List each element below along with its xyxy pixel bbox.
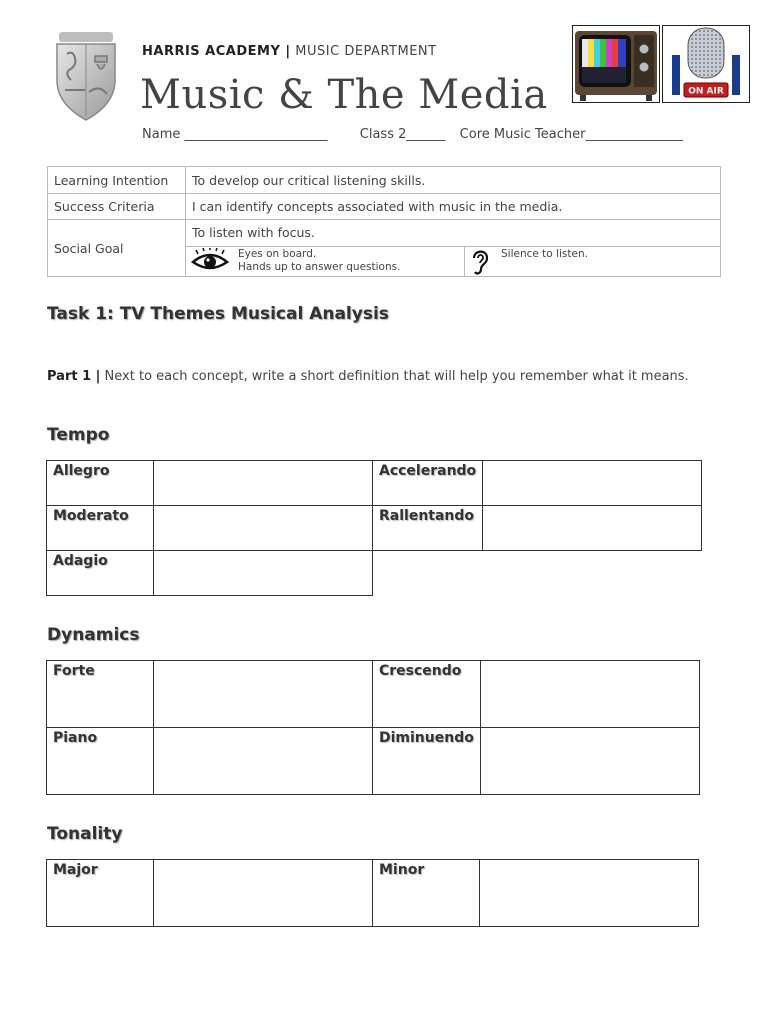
- on-air-label: ON AIR: [688, 86, 724, 97]
- table-row: [47, 728, 700, 795]
- tempo-heading: Tempo: [47, 425, 110, 445]
- ear-icon: [469, 248, 491, 276]
- silence-text: Silence to listen.: [501, 248, 588, 260]
- definition-field[interactable]: [483, 506, 702, 551]
- definition-field[interactable]: [154, 461, 373, 506]
- concept-label: Adagio: [47, 551, 154, 596]
- concept-label: Minor: [373, 860, 480, 927]
- definition-field[interactable]: [154, 551, 373, 596]
- eyes-on-board-text: Eyes on board.: [238, 248, 317, 260]
- student-fields: [142, 127, 683, 142]
- success-criteria-value: I can identify concepts associated with music in the media.: [186, 194, 721, 220]
- definition-field[interactable]: [154, 728, 373, 795]
- table-row: [47, 860, 699, 927]
- table-row: [47, 661, 700, 728]
- tempo-table: [46, 460, 702, 596]
- tonality-heading: Tonality: [47, 824, 123, 844]
- concept-label: Diminuendo: [373, 728, 481, 795]
- concept-label: Piano: [47, 728, 154, 795]
- dynamics-heading: Dynamics: [47, 625, 140, 645]
- lesson-info-table: [47, 166, 721, 277]
- concept-label: Allegro: [47, 461, 154, 506]
- concept-label: Major: [47, 860, 154, 927]
- definition-field[interactable]: [480, 860, 699, 927]
- concept-label: Accelerando: [373, 461, 483, 506]
- name-field[interactable]: Name ______________________: [142, 127, 328, 142]
- table-row: [47, 461, 702, 506]
- success-criteria-label: Success Criteria: [48, 194, 186, 220]
- learning-intention-label: Learning Intention: [48, 167, 186, 194]
- department-name: MUSIC DEPARTMENT: [295, 44, 437, 59]
- on-air-microphone-icon: [662, 25, 750, 103]
- eyes-on-board-item: [186, 247, 465, 276]
- table-row: [48, 220, 721, 277]
- part-instructions: [47, 369, 689, 384]
- hands-up-text: Hands up to answer questions.: [238, 261, 401, 273]
- teacher-field[interactable]: Core Music Teacher_______________: [459, 127, 683, 142]
- school-department-heading: [142, 44, 437, 59]
- class-field[interactable]: Class 2______: [359, 127, 446, 142]
- definition-field[interactable]: [154, 661, 373, 728]
- part-text: Next to each concept, write a short definition that will help you remember what it means.: [100, 369, 689, 384]
- eye-icon: [190, 248, 230, 274]
- table-row: [48, 194, 721, 220]
- school-name: HARRIS ACADEMY |: [142, 44, 291, 59]
- definition-field[interactable]: [154, 506, 373, 551]
- definition-field[interactable]: [154, 860, 373, 927]
- concept-label: Forte: [47, 661, 154, 728]
- social-goal-value: To listen with focus.: [186, 220, 720, 247]
- table-row: [47, 551, 702, 596]
- school-crest-icon: [53, 30, 119, 122]
- definition-field[interactable]: [483, 461, 702, 506]
- tonality-table: [46, 859, 699, 927]
- social-goal-label: Social Goal: [48, 220, 186, 277]
- silence-item: [465, 247, 720, 276]
- task-heading: Task 1: TV Themes Musical Analysis: [47, 304, 389, 324]
- concept-label: Rallentando: [373, 506, 483, 551]
- table-row: [47, 506, 702, 551]
- definition-field[interactable]: [480, 728, 699, 795]
- retro-tv-icon: [572, 25, 660, 103]
- learning-intention-value: To develop our critical listening skills.: [186, 167, 721, 194]
- part-label: Part 1 |: [47, 369, 101, 384]
- table-row: [48, 167, 721, 194]
- social-goal-details: [186, 247, 720, 276]
- dynamics-table: [46, 660, 700, 795]
- concept-label: Crescendo: [373, 661, 481, 728]
- concept-label: Moderato: [47, 506, 154, 551]
- empty-cell: [373, 551, 702, 596]
- social-goal-cell: [186, 220, 721, 277]
- page-title: Music & The Media: [140, 72, 548, 118]
- definition-field[interactable]: [480, 661, 699, 728]
